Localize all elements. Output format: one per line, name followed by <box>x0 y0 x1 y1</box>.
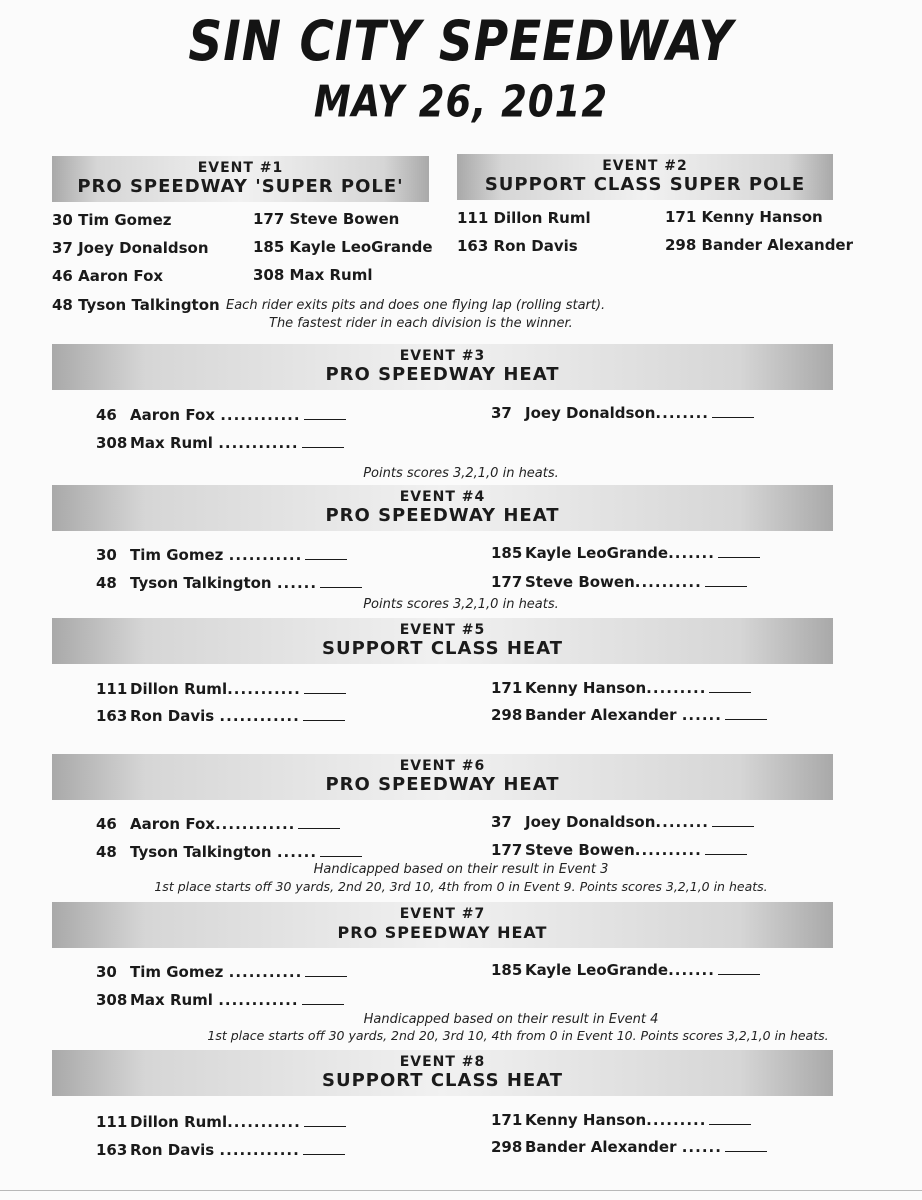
event-3-number: EVENT #3 <box>399 348 486 364</box>
event-1-rider: 48 Tyson Talkington <box>52 296 220 314</box>
event-1-rider: 177 Steve Bowen <box>253 210 400 228</box>
heat-entry <box>96 573 362 592</box>
event-1-header <box>52 156 429 202</box>
heat-entry <box>96 706 345 725</box>
heat-entry <box>96 405 346 424</box>
entry-number: 177 <box>491 573 523 591</box>
heat-entry <box>96 679 346 698</box>
heat-entry <box>96 1112 346 1131</box>
result-blank[interactable] <box>305 962 347 977</box>
event-4-number: EVENT #4 <box>399 489 486 505</box>
event-6-note-1: Handicapped based on their result in Event 3 <box>313 862 609 877</box>
heat-entry <box>96 990 344 1009</box>
entry-dots: ............ <box>219 707 300 725</box>
event-1-rider: 37 Joey Donaldson <box>52 239 209 257</box>
event-8-number: EVENT #8 <box>399 1054 486 1070</box>
event-5-name: SUPPORT CLASS HEAT <box>321 638 564 659</box>
event-7-note-2: 1st place starts off 30 yards, 2nd 20, 3rd 10, 4th from 0 in Event 10. Points scores 3,2,1,0 in heats. <box>207 1028 829 1043</box>
heat-entry <box>96 814 340 833</box>
entry-number: 171 <box>491 1111 523 1129</box>
event-8-name: SUPPORT CLASS HEAT <box>321 1070 564 1091</box>
entry-dots: .......... <box>634 573 702 591</box>
entry-name: Steve Bowen <box>525 841 635 859</box>
entry-dots: ........ <box>655 404 710 422</box>
entry-dots: ...... <box>681 706 722 724</box>
result-blank[interactable] <box>302 433 344 448</box>
event-3-name: PRO SPEEDWAY HEAT <box>325 364 560 385</box>
heat-entry <box>96 842 362 861</box>
event-7-header <box>52 902 833 948</box>
entry-name: Kenny Hanson <box>525 679 647 697</box>
entry-number: 48 <box>96 574 117 592</box>
event-2-rider: 163 Ron Davis <box>457 237 578 255</box>
entry-number: 46 <box>96 815 117 833</box>
entry-number: 46 <box>96 406 117 424</box>
event-6-note-2: 1st place starts off 30 yards, 2nd 20, 3rd 10, 4th from 0 in Event 9. Points scores 3,2,1,0 in heats. <box>154 879 768 894</box>
event-3-header <box>52 344 833 390</box>
entry-name: Aaron Fox <box>130 406 215 424</box>
entry-name: Max Ruml <box>130 434 213 452</box>
entry-name: Kenny Hanson <box>525 1111 647 1129</box>
heat-entry <box>96 545 347 564</box>
entry-name: Tyson Talkington <box>130 843 272 861</box>
entry-number: 185 <box>491 544 523 562</box>
entry-dots: .......... <box>634 841 702 859</box>
entry-name: Tim Gomez <box>130 963 224 981</box>
entry-dots: ......... <box>646 679 707 697</box>
entry-name: Ron Davis <box>130 707 215 725</box>
result-blank[interactable] <box>320 842 362 857</box>
entry-number: 308 <box>96 991 128 1009</box>
heat-entry <box>96 433 344 452</box>
result-blank[interactable] <box>303 706 345 721</box>
entry-number: 48 <box>96 843 117 861</box>
event-5-header <box>52 618 833 664</box>
result-blank[interactable] <box>304 679 346 694</box>
heat-entry <box>96 1140 345 1159</box>
entry-number: 111 <box>96 1113 128 1131</box>
entry-name: Tyson Talkington <box>130 574 272 592</box>
event-1-rider: 185 Kayle LeoGrande <box>253 238 433 256</box>
entry-number: 30 <box>96 963 117 981</box>
heat-entry <box>96 962 347 981</box>
event-1-name: PRO SPEEDWAY 'SUPER POLE' <box>77 176 404 197</box>
heat-entry <box>491 1137 767 1156</box>
entry-number: 163 <box>96 1141 128 1159</box>
event-6-header <box>52 754 833 800</box>
entry-number: 37 <box>491 813 512 831</box>
entry-name: Steve Bowen <box>525 573 635 591</box>
entry-number: 298 <box>491 1138 523 1156</box>
entry-number: 163 <box>96 707 128 725</box>
heat-entry <box>491 403 754 422</box>
entry-name: Dillon Ruml <box>130 680 228 698</box>
result-blank[interactable] <box>709 1110 751 1125</box>
entry-dots: ........... <box>227 680 301 698</box>
result-blank[interactable] <box>725 1137 767 1152</box>
heat-entry <box>491 840 747 859</box>
result-blank[interactable] <box>705 572 747 587</box>
entry-dots: ............ <box>214 815 296 833</box>
event-6-name: PRO SPEEDWAY HEAT <box>325 774 560 795</box>
event-7-name: PRO SPEEDWAY HEAT <box>337 923 548 942</box>
entry-dots: ............ <box>218 991 299 1009</box>
heat-entry <box>491 960 760 979</box>
event-1-rider: 46 Aaron Fox <box>52 267 164 285</box>
entry-number: 177 <box>491 841 523 859</box>
entry-number: 171 <box>491 679 523 697</box>
entry-name: Joey Donaldson <box>525 813 656 831</box>
result-blank[interactable] <box>705 840 747 855</box>
entry-dots: ............ <box>218 434 299 452</box>
entry-dots: ........ <box>655 813 710 831</box>
event-date: MAY 26, 2012 <box>313 76 609 127</box>
event-7-number: EVENT #7 <box>399 906 486 922</box>
result-blank[interactable] <box>712 812 754 827</box>
result-blank[interactable] <box>712 403 754 418</box>
event-4-name: PRO SPEEDWAY HEAT <box>325 505 560 526</box>
result-blank[interactable] <box>709 678 751 693</box>
entry-name: Max Ruml <box>130 991 213 1009</box>
result-blank[interactable] <box>725 705 767 720</box>
entry-name: Kayle LeoGrande <box>525 544 669 562</box>
entry-name: Kayle LeoGrande <box>525 961 669 979</box>
entry-dots: ............ <box>219 1141 300 1159</box>
entry-name: Aaron Fox <box>130 815 215 833</box>
heat-entry <box>491 572 747 591</box>
entry-name: Bander Alexander <box>525 706 677 724</box>
entry-number: 37 <box>491 404 512 422</box>
heat-entry <box>491 543 760 562</box>
page-title: SIN CITY SPEEDWAY <box>188 9 734 74</box>
event-1-rider: 308 Max Ruml <box>253 266 373 284</box>
result-blank[interactable] <box>304 1112 346 1127</box>
entry-number: 185 <box>491 961 523 979</box>
entry-name: Tim Gomez <box>130 546 224 564</box>
pole-note-line-2: The fastest rider in each division is the winner. <box>269 316 573 331</box>
entry-dots: ........... <box>228 546 303 564</box>
entry-dots: ...... <box>276 843 318 861</box>
event-7-note-1: Handicapped based on their result in Event 4 <box>363 1012 659 1027</box>
entry-number: 30 <box>96 546 117 564</box>
entry-dots: ........... <box>227 1113 301 1131</box>
entry-dots: ......... <box>646 1111 707 1129</box>
event-2-header <box>457 154 833 200</box>
result-blank[interactable] <box>304 405 346 420</box>
page-edge-divider <box>0 1190 922 1191</box>
result-blank[interactable] <box>302 990 344 1005</box>
event-2-rider: 171 Kenny Hanson <box>665 208 823 226</box>
entry-dots: ...... <box>276 574 318 592</box>
event-6-number: EVENT #6 <box>399 758 486 774</box>
event-1-rider: 30 Tim Gomez <box>52 211 172 229</box>
event-2-rider: 298 Bander Alexander <box>665 236 854 254</box>
heat-entry <box>491 678 751 697</box>
event-5-number: EVENT #5 <box>399 622 486 638</box>
pole-note-line-1: Each rider exits pits and does one flying lap (rolling start). <box>226 298 606 313</box>
heat-entry <box>491 812 754 831</box>
event-8-header <box>52 1050 833 1096</box>
entry-name: Dillon Ruml <box>130 1113 228 1131</box>
entry-dots: ....... <box>668 544 715 562</box>
event-2-number: EVENT #2 <box>602 158 688 174</box>
entry-dots: ...... <box>681 1138 722 1156</box>
result-blank[interactable] <box>303 1140 345 1155</box>
result-blank[interactable] <box>718 960 760 975</box>
heat-entry <box>491 1110 751 1129</box>
entry-dots: ............ <box>220 406 301 424</box>
entry-dots: ....... <box>668 961 715 979</box>
result-blank[interactable] <box>320 573 362 588</box>
entry-name: Ron Davis <box>130 1141 215 1159</box>
entry-number: 308 <box>96 434 128 452</box>
entry-name: Joey Donaldson <box>525 404 656 422</box>
entry-name: Bander Alexander <box>525 1138 677 1156</box>
entry-dots: ........... <box>228 963 303 981</box>
event-4-header <box>52 485 833 531</box>
entry-number: 111 <box>96 680 128 698</box>
event-4-note: Points scores 3,2,1,0 in heats. <box>363 597 559 612</box>
event-2-rider: 111 Dillon Ruml <box>457 209 591 227</box>
result-blank[interactable] <box>298 814 340 829</box>
event-2-name: SUPPORT CLASS SUPER POLE <box>484 174 806 195</box>
heat-entry <box>491 705 767 724</box>
entry-number: 298 <box>491 706 523 724</box>
result-blank[interactable] <box>305 545 347 560</box>
result-blank[interactable] <box>718 543 760 558</box>
event-1-number: EVENT #1 <box>197 160 284 176</box>
event-3-note: Points scores 3,2,1,0 in heats. <box>363 466 559 481</box>
